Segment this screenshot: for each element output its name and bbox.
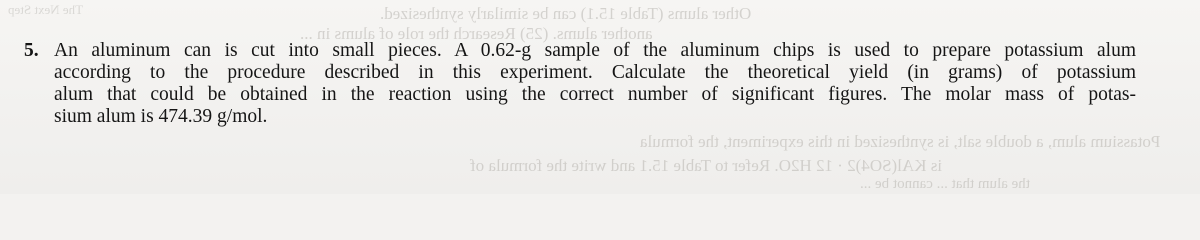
bleed-through-text: Other alums (Table 15.1) can be similarly synthesized. — [380, 4, 752, 23]
problem-indent — [24, 62, 54, 84]
bleed-through-text: another alums. (25) Research the role of alums in ... — [300, 24, 653, 43]
problem-line — [24, 106, 1136, 128]
problem-line — [24, 84, 1136, 106]
problem-text-line-1: An aluminum can is cut into small pieces. A 0.62-g sample of the aluminum chips is used to prepare potassium alum — [54, 40, 1136, 61]
problem-text-line-3: alum that could be obtained in the reaction using the correct number of significant figures. The molar mass of potas- — [54, 84, 1136, 105]
problem-line — [24, 40, 1136, 62]
problem-indent — [24, 84, 54, 106]
problem-5 — [24, 40, 1136, 128]
bleed-through-heading: The Next Step — [8, 2, 84, 17]
bleed-through-text: the alum that ... cannot be ... — [860, 176, 1030, 192]
problem-text-line-2: according to the procedure described in this experiment. Calculate the theoretical yield (in grams) of potassium — [54, 62, 1136, 83]
problem-line — [24, 62, 1136, 84]
problem-indent — [24, 106, 54, 128]
bleed-through-text: Potassium alum, a double salt, is synthesized in this experiment, the formula — [640, 132, 1161, 151]
problem-text-line-4: sium alum is 474.39 g/mol. — [54, 106, 268, 127]
bleed-through-text: is KAl(SO4)2 · 12 H2O. Refer to Table 15.1 and write the formula of — [470, 156, 943, 175]
problem-number: 5. — [24, 40, 39, 61]
